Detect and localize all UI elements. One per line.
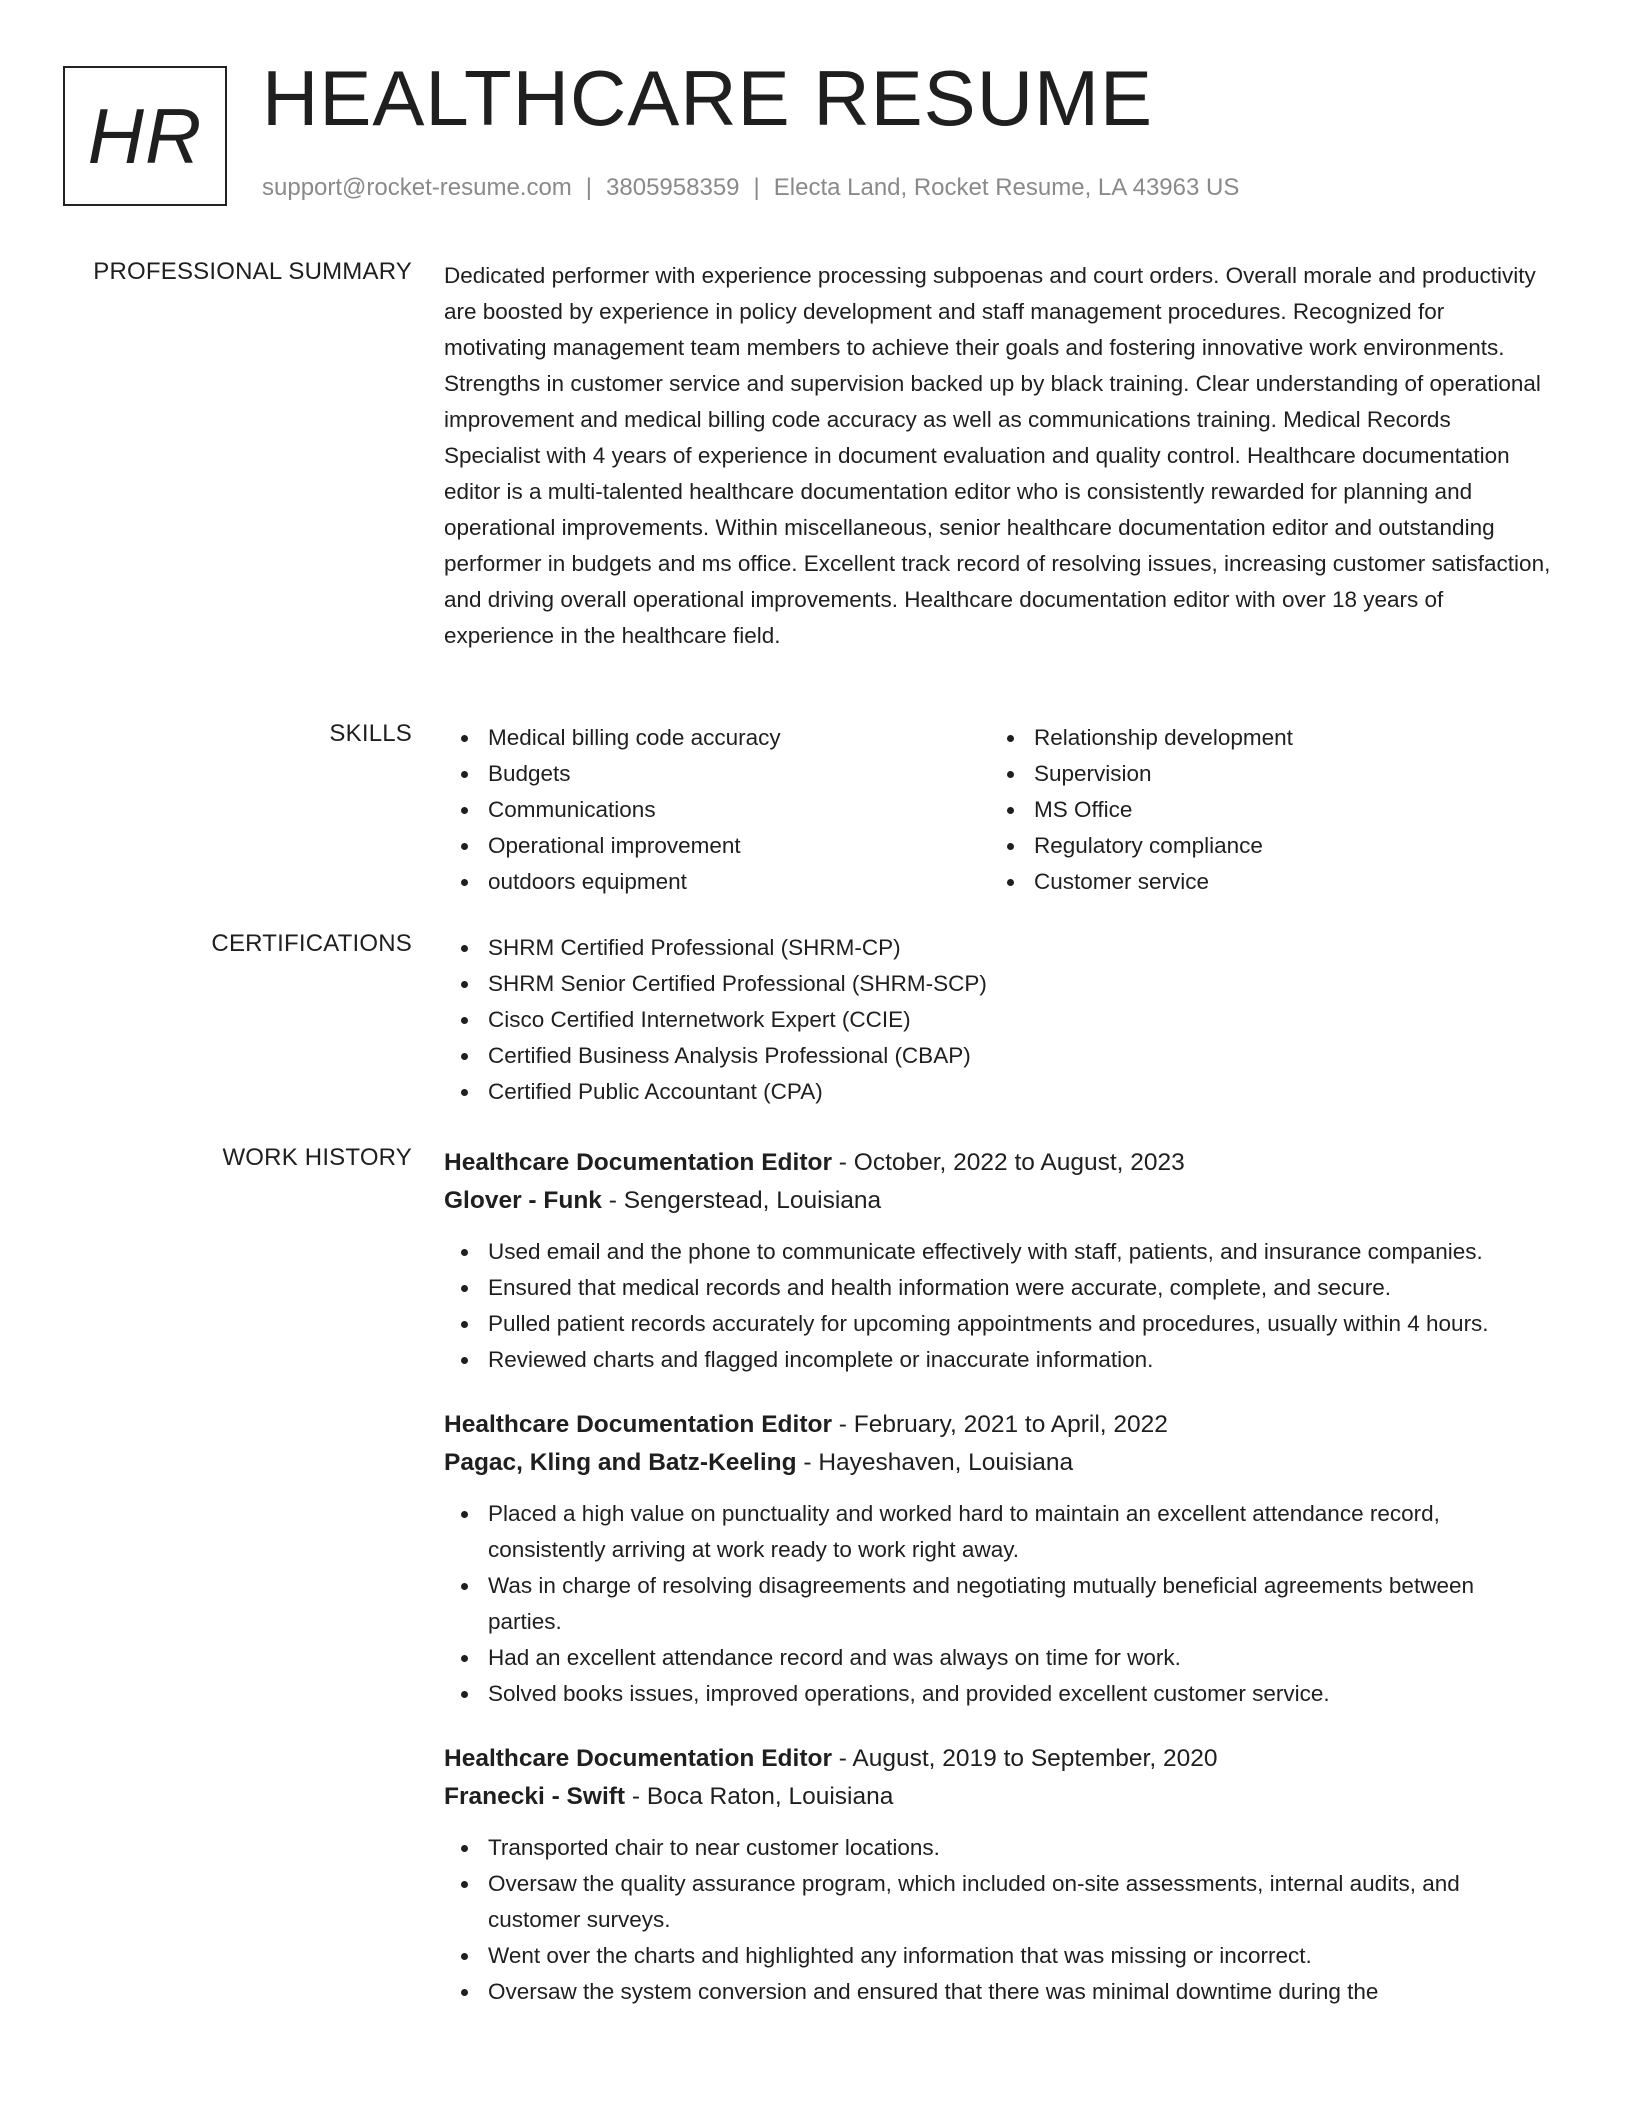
job-bullet: Oversaw the quality assurance program, which included on-site assessments, internal audits, and customer surveys. [488, 1866, 1552, 1938]
skill-item: outdoors equipment [488, 864, 990, 900]
job-entry [444, 1144, 1552, 1378]
section-title-work-history: WORK HISTORY [222, 1144, 412, 1171]
skill-item: Supervision [1034, 756, 1536, 792]
job-bullet: Ensured that medical records and health information were accurate, complete, and secure. [488, 1270, 1552, 1306]
skill-item: Regulatory compliance [1034, 828, 1536, 864]
skill-item: Communications [488, 792, 990, 828]
job-role-line [444, 1740, 1552, 1778]
contact-line [262, 174, 1239, 202]
contact-phone[interactable]: 3805958359 [606, 174, 740, 201]
job-bullet: Reviewed charts and flagged incomplete or inaccurate information. [488, 1342, 1552, 1378]
certification-item: Certified Public Accountant (CPA) [488, 1074, 1552, 1110]
monogram-text: HR [87, 91, 203, 180]
job-role-line [444, 1406, 1552, 1444]
monogram-logo [63, 66, 227, 206]
resume-title: HEALTHCARE RESUME [262, 54, 1154, 142]
skill-item: Relationship development [1034, 720, 1536, 756]
certification-item: Cisco Certified Internetwork Expert (CCIE) [488, 1002, 1552, 1038]
job-location: - Hayeshaven, Louisiana [796, 1449, 1074, 1476]
certification-item: SHRM Senior Certified Professional (SHRM-SCP) [488, 966, 1552, 1002]
skills-column-right [990, 720, 1536, 900]
job-company-line [444, 1444, 1552, 1482]
job-dates: - February, 2021 to April, 2022 [831, 1411, 1168, 1438]
job-bullet: Went over the charts and highlighted any information that was missing or incorrect. [488, 1938, 1552, 1974]
job-role: Healthcare Documentation Editor [444, 1745, 832, 1772]
summary-text: Dedicated performer with experience processing subpoenas and court orders. Overall morale and productivity are boosted by experience in policy development and staff management procedures. Recognized for motivating management team members to achieve their goals and fostering innovative work environments. Strengths in customer service and supervision backed up by black training. Clear understanding of operational improvement and medical billing code accuracy as well as communications training. Medical Records Specialist with 4 years of experience in document evaluation and quality control. Healthcare documentation editor is a multi-talented healthcare documentation editor who is consistently rewarded for planning and operational improvements. Within miscellaneous, senior healthcare documentation editor and outstanding performer in budgets and ms office. Excellent track record of resolving issues, increasing customer satisfaction, and driving overall operational improvements. Healthcare documentation editor with over 18 years of experience in the healthcare field. [444, 263, 1551, 648]
job-bullet: Had an excellent attendance record and was always on time for work. [488, 1640, 1552, 1676]
certification-item: Certified Business Analysis Professional (CBAP) [488, 1038, 1552, 1074]
job-company: Pagac, Kling and Batz-Keeling [444, 1449, 797, 1476]
contact-separator: | [585, 174, 593, 201]
job-company-line [444, 1182, 1552, 1220]
certification-item: SHRM Certified Professional (SHRM-CP) [488, 930, 1552, 966]
job-dates: - October, 2022 to August, 2023 [831, 1149, 1185, 1176]
job-bullet: Was in charge of resolving disagreements and negotiating mutually beneficial agreements between parties. [488, 1568, 1552, 1640]
skills-grid [444, 720, 1552, 900]
job-company: Glover - Funk [444, 1187, 602, 1214]
job-bullet: Transported chair to near customer locations. [488, 1830, 1552, 1866]
skill-item: Medical billing code accuracy [488, 720, 990, 756]
job-company-line [444, 1778, 1552, 1816]
job-entry [444, 1406, 1552, 1712]
job-role-line [444, 1144, 1552, 1182]
skill-item: Operational improvement [488, 828, 990, 864]
summary-body [444, 258, 1552, 654]
job-location: - Boca Raton, Louisiana [625, 1783, 894, 1810]
job-bullet: Pulled patient records accurately for upcoming appointments and procedures, usually within 4 hours. [488, 1306, 1552, 1342]
job-bullet: Placed a high value on punctuality and worked hard to maintain an excellent attendance record, consistently arriving at work ready to work right away. [488, 1496, 1552, 1568]
job-company: Franecki - Swift [444, 1783, 626, 1810]
section-title-skills: SKILLS [329, 720, 412, 747]
skill-item: Budgets [488, 756, 990, 792]
contact-address: Electa Land, Rocket Resume, LA 43963 US [773, 174, 1240, 201]
job-entry [444, 1740, 1552, 2010]
certifications-body [444, 930, 1552, 1110]
section-title-certifications: CERTIFICATIONS [211, 930, 412, 957]
work-history-body [444, 1144, 1552, 2038]
contact-email[interactable]: support@rocket-resume.com [262, 174, 572, 201]
skill-item: MS Office [1034, 792, 1536, 828]
job-role: Healthcare Documentation Editor [444, 1149, 832, 1176]
section-title-summary: PROFESSIONAL SUMMARY [93, 258, 412, 285]
skills-column-left [444, 720, 990, 900]
contact-separator: | [753, 174, 760, 201]
job-location: - Sengerstead, Louisiana [601, 1187, 882, 1214]
job-dates: - August, 2019 to September, 2020 [831, 1745, 1218, 1772]
job-role: Healthcare Documentation Editor [444, 1411, 832, 1438]
skill-item: Customer service [1034, 864, 1536, 900]
job-bullet: Solved books issues, improved operations, and provided excellent customer service. [488, 1676, 1552, 1712]
job-bullet: Used email and the phone to communicate effectively with staff, patients, and insurance companies. [488, 1234, 1552, 1270]
job-bullet: Oversaw the system conversion and ensured that there was minimal downtime during the [488, 1974, 1552, 2010]
